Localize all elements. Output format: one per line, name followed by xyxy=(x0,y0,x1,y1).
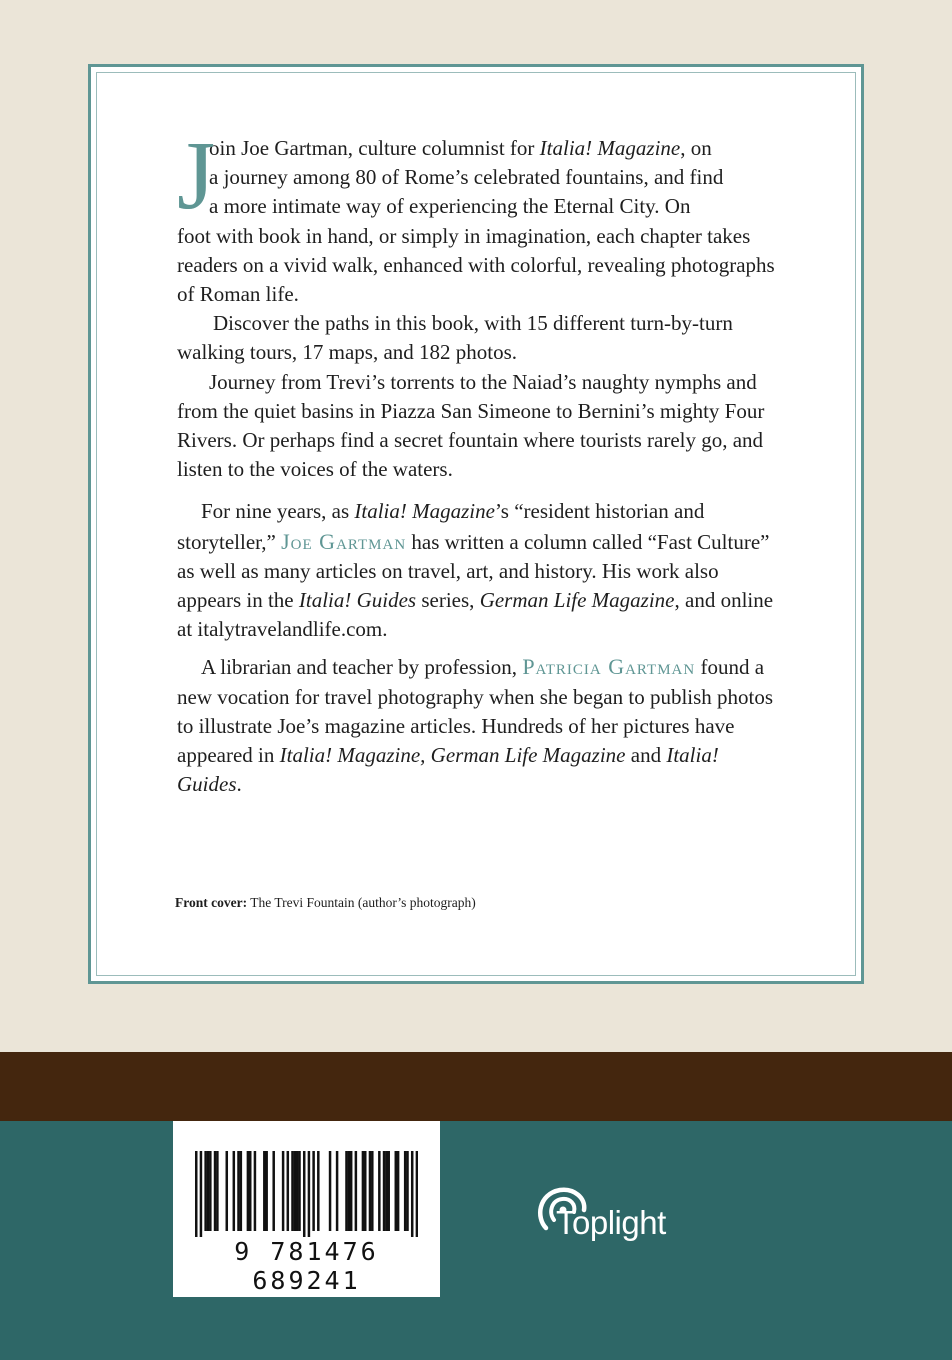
back-cover-frame xyxy=(88,64,864,984)
barcode-bar xyxy=(362,1151,365,1231)
barcode-bar xyxy=(387,1151,390,1231)
barcode-bar xyxy=(364,1151,367,1231)
barcode-icon xyxy=(195,1151,418,1237)
barcode-bar xyxy=(287,1151,290,1231)
barcode-bar xyxy=(207,1151,210,1231)
cover-photo-caption: Front cover: The Trevi Fountain (author’s photograph) xyxy=(175,895,476,910)
intro-paragraph xyxy=(177,122,777,230)
barcode-bar xyxy=(378,1151,381,1231)
drop-cap: J xyxy=(177,122,216,230)
barcode-bar xyxy=(303,1151,306,1237)
barcode-bar xyxy=(240,1151,243,1231)
publisher-logo xyxy=(534,1180,694,1260)
barcode-bar xyxy=(406,1151,409,1231)
barcode-bar xyxy=(282,1151,285,1231)
barcode-bar xyxy=(383,1151,386,1231)
intro-rest: foot with book in hand, or simply in imagination, each chapter takes readers on a vivid walk, enhanced with colorful, revealing photographs of Roman life. xyxy=(177,223,775,307)
barcode-bar xyxy=(350,1151,353,1231)
barcode-bar xyxy=(411,1151,414,1237)
barcode-bar xyxy=(272,1151,275,1231)
barcode-bar xyxy=(265,1151,268,1231)
barcode-bar xyxy=(369,1151,372,1231)
barcode-bar xyxy=(291,1151,294,1231)
barcode-bar xyxy=(247,1151,250,1231)
barcode-bar xyxy=(308,1151,311,1237)
discover-paragraph: Discover the paths in this book, with 15 different turn-by-turn walking tours, 17 maps, and 182 photos. xyxy=(177,311,733,365)
barcode-bar xyxy=(397,1151,400,1231)
barcode-bar xyxy=(226,1151,229,1231)
barcode-bar xyxy=(312,1151,315,1231)
isbn-number: 9 781476 689241 xyxy=(234,1237,379,1295)
author-name-patricia: Patricia Gartman xyxy=(522,654,696,680)
barcode-bar xyxy=(371,1151,374,1231)
isbn-barcode xyxy=(173,1121,440,1297)
barcode-bar xyxy=(348,1151,351,1231)
barcode-bar xyxy=(209,1151,212,1231)
barcode-bar xyxy=(216,1151,219,1231)
intro-line-3: a more intimate way of experiencing the Eternal City. On xyxy=(209,194,691,219)
author-bio-joe: For nine years, as Italia! Magazine’s “resident historian and storyteller,” Joe Gartman has written a column called “Fast Culture” as well as many articles on travel, art, and history. His work also appears in the Italia! Guides series, German Life Magazine, and online at italytravelandlife.com. xyxy=(177,499,774,642)
barcode-bar xyxy=(317,1151,320,1231)
barcode-bar xyxy=(214,1151,217,1231)
barcode-bar xyxy=(195,1151,198,1237)
brown-band xyxy=(0,1052,952,1121)
barcode-bar xyxy=(298,1151,301,1231)
journey-paragraph: Journey from Trevi’s torrents to the Naiad’s naughty nymphs and from the quiet basins in Piazza San Simeone to Bernini’s mighty Four Rivers. Or perhaps find a secret fountain where tourists rarely go, and listen to the voices of the waters. xyxy=(177,369,765,482)
barcode-bar xyxy=(254,1151,257,1231)
barcode-bar xyxy=(263,1151,266,1231)
barcode-bar xyxy=(237,1151,240,1231)
author-name-joe: Joe Gartman xyxy=(281,528,407,554)
barcode-bar xyxy=(355,1151,358,1231)
barcode-bar xyxy=(329,1151,332,1231)
barcode-bar xyxy=(233,1151,236,1231)
barcode-bar xyxy=(294,1151,297,1231)
photographer-bio-patricia: A librarian and teacher by profession, Patricia Gartman found a new vocation for travel photography when she began to publish photos to illustrate Joe’s magazine articles. Hundreds of her pictures have appeared in Italia! Magazine, German Life Magazine and Italia! Guides. xyxy=(177,654,774,797)
barcode-bar xyxy=(249,1151,252,1231)
intro-line-2: a journey among 80 of Rome’s celebrated fountains, and find xyxy=(209,165,724,190)
barcode-bar xyxy=(296,1151,299,1231)
teal-band xyxy=(0,1121,952,1360)
intro-line-1: oin Joe Gartman, culture columnist for Italia! Magazine, on xyxy=(209,136,712,160)
barcode-bar xyxy=(336,1151,339,1231)
barcode-bar xyxy=(200,1151,203,1237)
barcode-bar xyxy=(345,1151,348,1231)
barcode-bar xyxy=(404,1151,407,1231)
publisher-name: Toplight xyxy=(556,1204,666,1241)
barcode-bar xyxy=(385,1151,388,1231)
blurb-text xyxy=(177,122,777,799)
barcode-bar xyxy=(416,1151,418,1237)
barcode-bar xyxy=(204,1151,207,1231)
barcode-bar xyxy=(395,1151,398,1231)
